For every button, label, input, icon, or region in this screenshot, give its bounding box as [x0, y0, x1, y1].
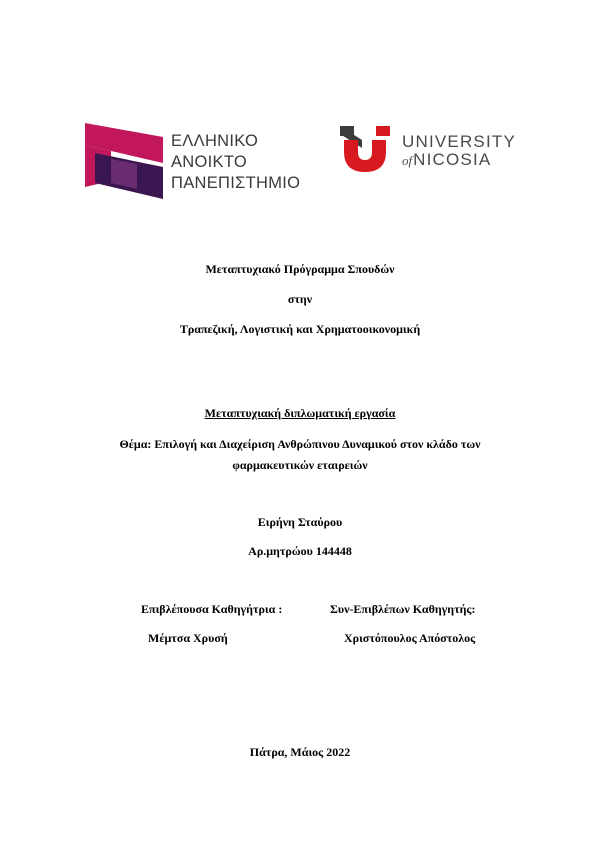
unic-wordmark-of: of [402, 153, 413, 168]
thesis-topic-line-2: φαρμακευτικών εταιρειών [232, 458, 368, 472]
hou-wordmark-line: ΕΛΛΗΝΙΚΟ [171, 132, 259, 150]
unic-wordmark-nicosia-line [402, 151, 516, 170]
unic-wordmark-nicosia: NICOSIA [413, 150, 492, 169]
hou-emblem-icon [85, 123, 163, 199]
university-of-nicosia-logo [340, 126, 515, 174]
hellenic-open-university-logo [85, 123, 310, 199]
program-connector: στην [287, 292, 313, 306]
registration-number: Αρ.μητρώου 144448 [248, 544, 352, 558]
supervisor-label: Επιβλέπουσα Καθηγήτρια : [141, 602, 283, 616]
co-supervisor-name: Χριστόπουλος Απόστολος [344, 631, 476, 645]
unic-shield-icon [340, 126, 390, 174]
hou-wordmark-line: ΠΑΝΕΠΙΣΤΗΜΙΟ [171, 174, 301, 192]
unic-wordmark-university: UNIVERSITY [402, 132, 517, 151]
supervisor-name: Μέμτσα Χρυσή [148, 631, 228, 645]
place-date: Πάτρα, Μάιος 2022 [249, 745, 351, 759]
hou-wordmark [171, 131, 300, 194]
program-title: Μεταπτυχιακό Πρόγραμμα Σπουδών [205, 262, 395, 276]
co-supervisor-label: Συν-Επιβλέπων Καθηγητής: [330, 602, 476, 616]
unic-wordmark [402, 133, 516, 170]
thesis-topic-line-1: Θέμα: Επιλογή και Διαχείριση Ανθρώπινου Δυναμικού στον κλάδο των [119, 437, 481, 451]
thesis-type [0, 406, 600, 421]
program-field: Τραπεζική, Λογιστική και Χρηματοοικονομική [179, 322, 421, 336]
hou-wordmark-line: ΑΝΟΙΚΤΟ [171, 153, 248, 171]
author-name: Ειρήνη Σταύρου [257, 515, 343, 529]
thesis-type-text: Μεταπτυχιακή διπλωματική εργασία [204, 406, 396, 420]
